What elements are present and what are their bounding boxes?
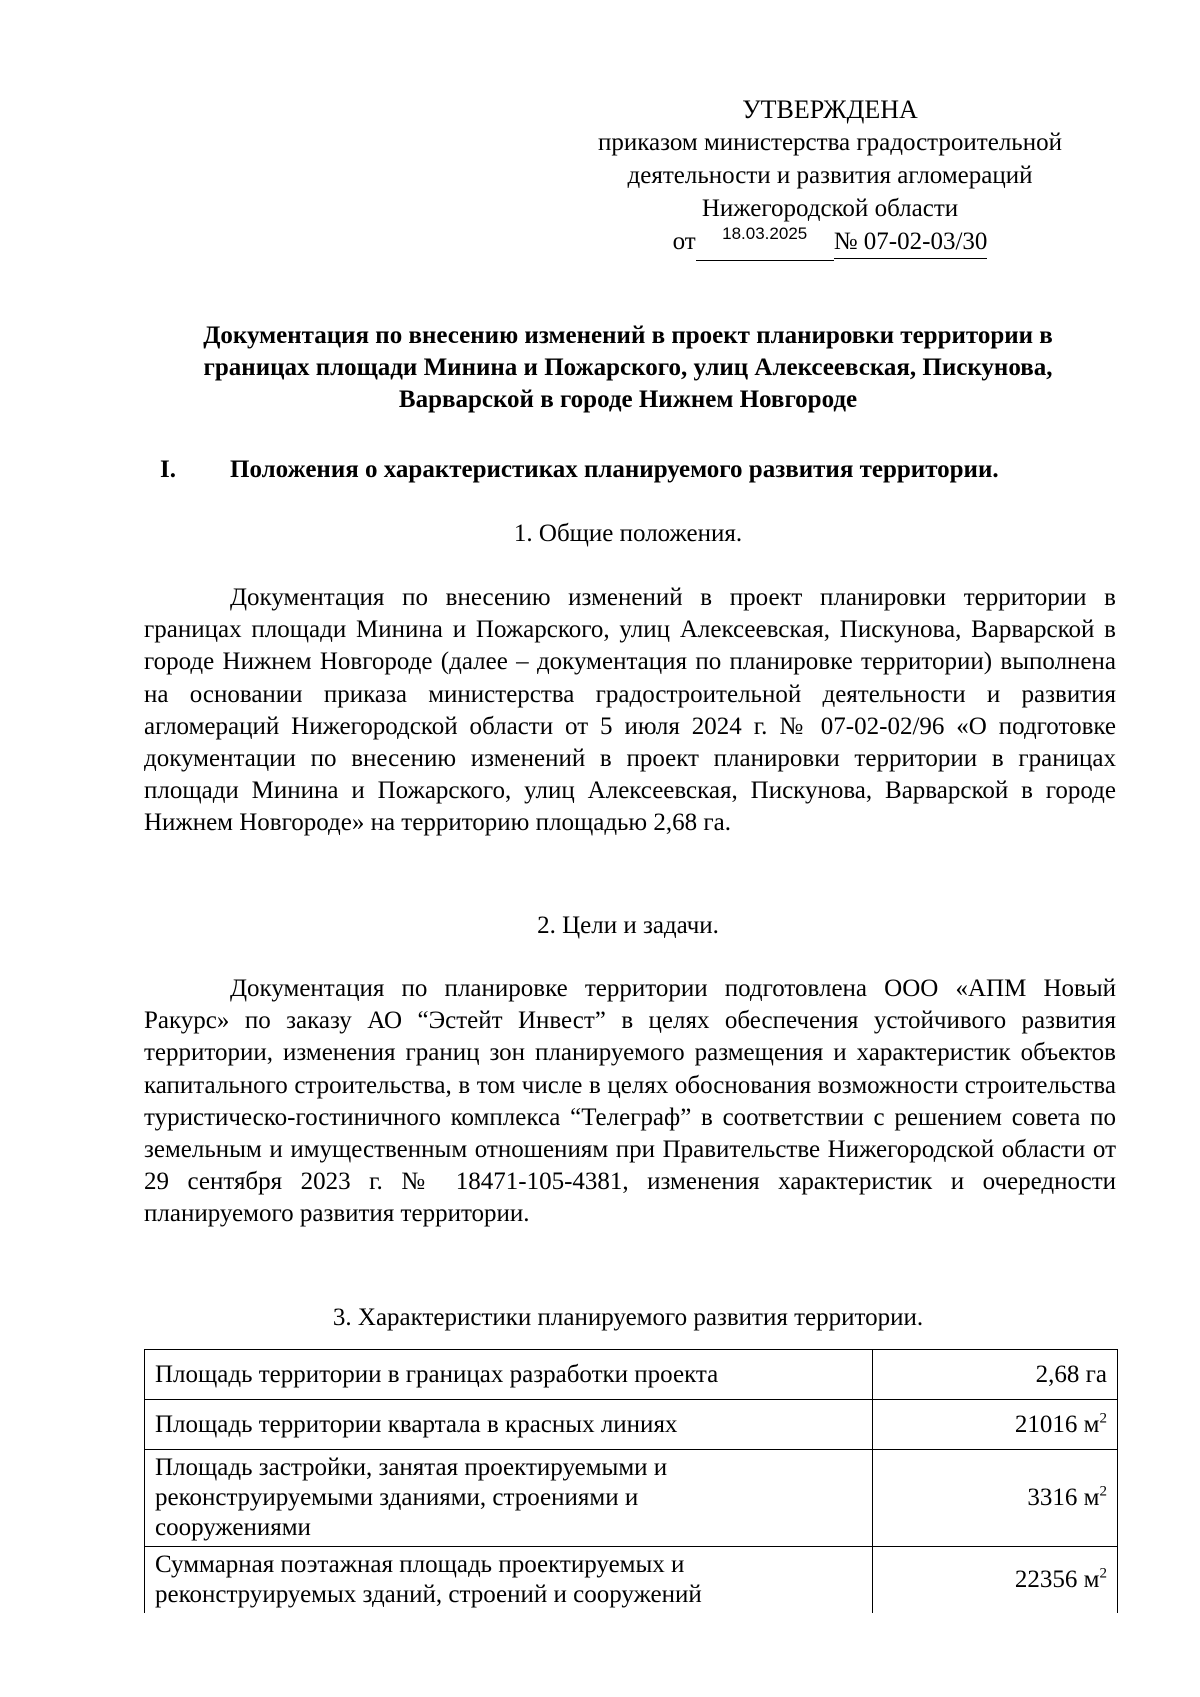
- value-sup: 2: [1099, 1410, 1107, 1427]
- section-number: I.: [160, 456, 176, 483]
- value-text: 3316 м: [1027, 1484, 1100, 1511]
- characteristics-table: [144, 1349, 1118, 1613]
- table-row: [145, 1350, 1118, 1400]
- general-provisions-heading: 1. Общие положения.: [513, 520, 743, 547]
- approval-date-line: [570, 225, 1090, 261]
- goals-body: Документация по планировке территории подготовлена ООО «АПМ Новый Ракурс» по заказу АО “Эстейт Инвест” в целях обеспечения устойчивого развития территории, изменения границ зон планируемого размещения и характеристик объектов капитального строительства, в том числе в целях обоснования возможности строительства туристическо-гостиничного комплекса “Телеграф” в соответствии с решением совета по земельным и имущественным отношениям при Правительстве Нижегородской области от 29 сентября 2023 г. № 18471-105-4381, изменения характеристик и очередности планируемого развития территории.: [144, 975, 1116, 1228]
- approval-number: 07-02-03/30: [863, 228, 988, 255]
- table-cell-label: Суммарная поэтажная площадь проектируемых и реконструируемых зданий, строений и сооружений: [145, 1547, 873, 1614]
- general-provisions-text: [144, 582, 1116, 840]
- value-text: 22356 м: [1014, 1566, 1100, 1593]
- approval-heading: УТВЕРЖДЕНА: [742, 95, 918, 124]
- table-cell-value: [873, 1547, 1118, 1614]
- goals-text: [144, 973, 1116, 1231]
- value-sup: 2: [1099, 1565, 1107, 1582]
- document-title-line-2: границах площади Минина и Пожарского, улиц Алексеевская, Пискунова,: [203, 354, 1053, 381]
- document-title: [138, 320, 1118, 416]
- table-cell-label: Площадь территории квартала в красных линиях: [145, 1400, 873, 1450]
- document-title-line-1: Документация по внесению изменений в проект планировки территории в: [203, 322, 1053, 349]
- approval-line-1: приказом министерства градостроительной: [598, 129, 1062, 156]
- approval-number-field: [834, 225, 988, 259]
- table-row: [145, 1450, 1118, 1547]
- date-underline: [696, 225, 834, 261]
- table-row: [145, 1547, 1118, 1614]
- approval-line-3: Нижегородской области: [701, 195, 959, 222]
- value-text: 2,68 га: [1035, 1360, 1107, 1388]
- table-row: [145, 1400, 1118, 1450]
- document-title-line-3: Варварской в городе Нижнем Новгороде: [398, 386, 858, 413]
- approval-line-2: деятельности и развития агломераций: [627, 162, 1033, 189]
- table-cell-value: [873, 1350, 1118, 1400]
- value-text: 21016 м: [1014, 1410, 1100, 1438]
- from-label: от: [672, 228, 696, 255]
- table-cell-label: Площадь территории в границах разработки проекта: [145, 1350, 873, 1400]
- table-cell-label: Площадь застройки, занятая проектируемыми и реконструируемыми зданиями, строениями и сооружениями: [145, 1450, 873, 1547]
- table-cell-value: [873, 1400, 1118, 1450]
- goals-heading: 2. Цели и задачи.: [537, 912, 719, 939]
- approval-block: [570, 93, 1090, 261]
- section-heading: [160, 456, 1120, 484]
- general-provisions-body: Документация по внесению изменений в проект планировки территории в границах площади Минина и Пожарского, улиц Алексеевская, Пискунова, Варварской в городе Нижнем Новгороде (далее – документация по планировке территории) выполнена на основании приказа министерства градостроительной деятельности и развития агломераций Нижегородской области от 5 июля 2024 г. № 07-02-02/96 «О подготовке документации по внесению изменений в проект планировки территории в границах площади Минина и Пожарского, улиц Алексеевская, Пискунова, Варварской в городе Нижнем Новгороде» на территорию площадью 2,68 га.: [144, 584, 1116, 837]
- table-cell-value: [873, 1450, 1118, 1547]
- characteristics-heading: 3. Характеристики планируемого развития территории.: [332, 1304, 924, 1331]
- value-sup: 2: [1099, 1483, 1107, 1500]
- approval-date: 18.03.2025: [722, 224, 808, 243]
- number-label: №: [833, 228, 858, 255]
- section-title: Положения о характеристиках планируемого развития территории.: [230, 456, 999, 483]
